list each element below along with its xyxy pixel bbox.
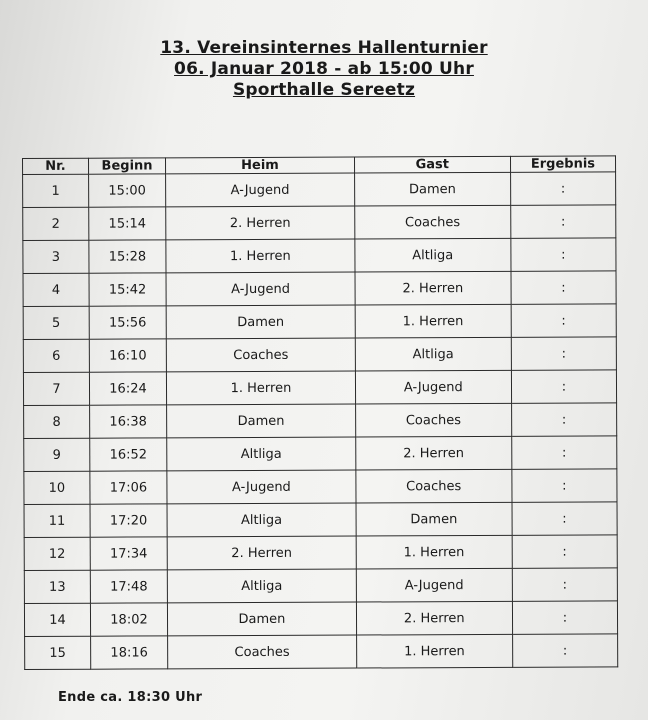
cell-nr: 3 — [23, 240, 89, 273]
tournament-title: 13. Vereinsinternes Hallenturnier — [160, 38, 488, 58]
cell-gast: Coaches — [356, 469, 512, 503]
cell-heim: Damen — [167, 404, 356, 438]
tournament-venue: Sporthalle Sereetz — [232, 80, 416, 100]
table-row — [23, 337, 616, 373]
match-schedule-table — [22, 155, 618, 670]
table-row — [23, 205, 616, 241]
cell-nr: 7 — [23, 372, 89, 405]
cell-gast: Altliga — [355, 238, 511, 272]
cell-nr: 9 — [24, 438, 90, 471]
cell-nr: 12 — [24, 537, 90, 570]
cell-heim: Altliga — [167, 503, 356, 537]
cell-nr: 11 — [24, 504, 90, 537]
cell-beginn: 15:42 — [89, 273, 166, 306]
cell-nr: 13 — [24, 570, 90, 603]
cell-gast: A-Jugend — [356, 568, 512, 602]
table-row — [24, 568, 617, 604]
cell-heim: Coaches — [168, 635, 357, 669]
cell-heim: Altliga — [167, 569, 356, 603]
table-row — [24, 436, 617, 472]
cell-beginn: 17:20 — [90, 504, 167, 537]
table-row — [23, 172, 616, 208]
cell-ergebnis: : — [510, 172, 615, 205]
cell-beginn: 17:06 — [90, 471, 167, 504]
cell-beginn: 16:38 — [89, 405, 166, 438]
cell-heim: 1. Herren — [167, 371, 356, 405]
cell-beginn: 18:02 — [90, 603, 167, 636]
document-header — [0, 38, 648, 101]
cell-heim: A-Jugend — [166, 173, 355, 207]
cell-beginn: 16:10 — [89, 339, 166, 372]
cell-beginn: 15:56 — [89, 306, 166, 339]
cell-ergebnis: : — [511, 271, 616, 304]
cell-heim: 2. Herren — [166, 206, 355, 240]
cell-ergebnis: : — [512, 535, 617, 568]
cell-ergebnis: : — [510, 205, 615, 238]
cell-gast: Damen — [356, 502, 512, 536]
cell-nr: 14 — [24, 603, 90, 636]
cell-nr: 4 — [23, 273, 89, 306]
cell-gast: 1. Herren — [356, 634, 512, 668]
cell-heim: Coaches — [166, 338, 355, 372]
cell-gast: 2. Herren — [356, 601, 512, 635]
table-row — [23, 304, 616, 340]
tournament-date: 06. Januar 2018 - ab 15:00 Uhr — [174, 59, 474, 79]
column-header-beginn: Beginn — [88, 158, 165, 174]
cell-ergebnis: : — [512, 601, 617, 634]
cell-beginn: 15:28 — [89, 240, 166, 273]
cell-gast: 2. Herren — [356, 436, 512, 470]
cell-ergebnis: : — [511, 337, 616, 370]
cell-ergebnis: : — [511, 304, 616, 337]
cell-beginn: 16:24 — [89, 372, 166, 405]
cell-gast: Coaches — [354, 205, 510, 239]
table-row — [23, 238, 616, 274]
cell-heim: 1. Herren — [166, 239, 355, 273]
cell-ergebnis: : — [512, 469, 617, 502]
table-row — [25, 634, 618, 670]
cell-heim: A-Jugend — [166, 272, 355, 306]
cell-nr: 15 — [25, 636, 91, 669]
column-header-gast: Gast — [354, 156, 510, 173]
cell-ergebnis: : — [512, 502, 617, 535]
cell-gast: Altliga — [355, 337, 511, 371]
cell-beginn: 15:14 — [89, 207, 166, 240]
cell-beginn: 15:00 — [88, 174, 165, 207]
cell-heim: Damen — [166, 305, 355, 339]
table-row — [23, 370, 616, 406]
cell-nr: 10 — [24, 471, 90, 504]
column-header-ergebnis: Ergebnis — [510, 156, 615, 172]
end-time-note: Ende ca. 18:30 Uhr — [58, 690, 203, 705]
column-header-heim: Heim — [166, 157, 355, 174]
cell-nr: 2 — [23, 207, 89, 240]
cell-ergebnis: : — [511, 370, 616, 403]
cell-heim: Altliga — [167, 437, 356, 471]
cell-gast: 2. Herren — [355, 271, 511, 305]
cell-ergebnis: : — [512, 634, 617, 667]
cell-nr: 6 — [23, 339, 89, 372]
table-row — [23, 271, 616, 307]
table-row — [24, 601, 617, 637]
cell-nr: 1 — [23, 174, 89, 207]
cell-beginn: 17:48 — [90, 570, 167, 603]
table-row — [24, 469, 617, 505]
table-row — [24, 403, 617, 439]
cell-gast: Damen — [354, 172, 510, 206]
cell-beginn: 16:52 — [90, 438, 167, 471]
table-row — [24, 535, 617, 571]
column-header-nr: Nr. — [23, 158, 89, 174]
cell-ergebnis: : — [511, 403, 616, 436]
cell-heim: Damen — [168, 602, 357, 636]
cell-ergebnis: : — [511, 436, 616, 469]
cell-ergebnis: : — [511, 238, 616, 271]
cell-beginn: 18:16 — [90, 636, 167, 669]
cell-beginn: 17:34 — [90, 537, 167, 570]
table-row — [24, 502, 617, 538]
cell-gast: A-Jugend — [355, 370, 511, 404]
cell-gast: 1. Herren — [356, 535, 512, 569]
cell-nr: 5 — [23, 306, 89, 339]
cell-heim: A-Jugend — [167, 470, 356, 504]
cell-heim: 2. Herren — [167, 536, 356, 570]
cell-ergebnis: : — [512, 568, 617, 601]
cell-nr: 8 — [24, 405, 90, 438]
cell-gast: Coaches — [355, 403, 511, 437]
cell-gast: 1. Herren — [355, 304, 511, 338]
